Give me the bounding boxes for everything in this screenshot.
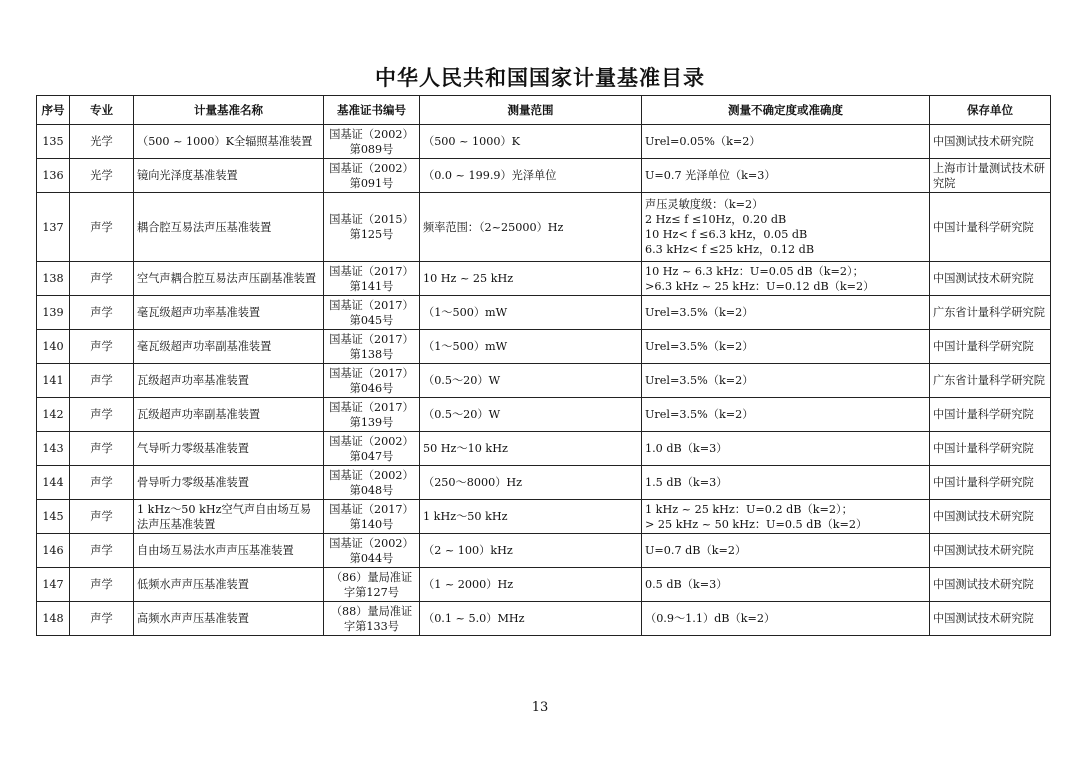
- cell-uncertainty: Urel=3.5%（k=2）: [642, 330, 930, 364]
- cell-standard-name: （500 ~ 1000）K全辐照基准装置: [134, 125, 324, 159]
- cell-serial: 142: [37, 398, 70, 432]
- cell-field: 声学: [70, 466, 134, 500]
- cell-measurement-range: （1～500）mW: [420, 330, 642, 364]
- cell-custodian: 中国测试技术研究院: [930, 568, 1051, 602]
- table-row: [37, 466, 1051, 500]
- cell-certificate-no: 国基证（2002）第044号: [324, 534, 420, 568]
- cell-certificate-no: 国基证（2002）第048号: [324, 466, 420, 500]
- cell-standard-name: 气导听力零级基准装置: [134, 432, 324, 466]
- cell-uncertainty: 0.5 dB（k=3）: [642, 568, 930, 602]
- cell-measurement-range: （0.0 ~ 199.9）光泽单位: [420, 159, 642, 193]
- cell-custodian: 中国计量科学研究院: [930, 432, 1051, 466]
- cell-field: 光学: [70, 125, 134, 159]
- table-row: [37, 159, 1051, 193]
- header-serial: 序号: [37, 96, 70, 125]
- metrology-standards-table: [36, 95, 1051, 636]
- cell-uncertainty: 1.0 dB（k=3）: [642, 432, 930, 466]
- cell-standard-name: 瓦级超声功率副基准装置: [134, 398, 324, 432]
- table-row: [37, 193, 1051, 262]
- cell-uncertainty: U=0.7 光泽单位（k=3）: [642, 159, 930, 193]
- cell-standard-name: 空气声耦合腔互易法声压副基准装置: [134, 262, 324, 296]
- cell-certificate-no: 国基证（2017）第141号: [324, 262, 420, 296]
- cell-custodian: 中国测试技术研究院: [930, 602, 1051, 636]
- cell-custodian: 中国计量科学研究院: [930, 398, 1051, 432]
- cell-uncertainty: U=0.7 dB（k=2）: [642, 534, 930, 568]
- header-measurement-range: 测量范围: [420, 96, 642, 125]
- cell-certificate-no: 国基证（2017）第140号: [324, 500, 420, 534]
- cell-uncertainty: Urel=3.5%（k=2）: [642, 296, 930, 330]
- cell-uncertainty: 声压灵敏度级：（k=2） 2 Hz≤ f ≤10Hz，0.20 dB 10 Hz< f ≤6.3 kHz，0.05 dB 6.3 kHz< f ≤25 kHz，0.12 dB: [642, 193, 930, 262]
- cell-certificate-no: 国基证（2017）第046号: [324, 364, 420, 398]
- cell-field: 声学: [70, 398, 134, 432]
- table-row: [37, 262, 1051, 296]
- table-body: [37, 125, 1051, 636]
- table-row: [37, 500, 1051, 534]
- cell-measurement-range: （250～8000）Hz: [420, 466, 642, 500]
- cell-certificate-no: 国基证（2017）第139号: [324, 398, 420, 432]
- cell-uncertainty: Urel=3.5%（k=2）: [642, 398, 930, 432]
- cell-measurement-range: 1 kHz～50 kHz: [420, 500, 642, 534]
- cell-uncertainty: Urel=0.05%（k=2）: [642, 125, 930, 159]
- page-number: 13: [531, 700, 549, 715]
- cell-standard-name: 耦合腔互易法声压基准装置: [134, 193, 324, 262]
- cell-certificate-no: （86）量局准证字第127号: [324, 568, 420, 602]
- cell-certificate-no: 国基证（2002）第089号: [324, 125, 420, 159]
- cell-measurement-range: 50 Hz～10 kHz: [420, 432, 642, 466]
- header-standard-name: 计量基准名称: [134, 96, 324, 125]
- table-row: [37, 602, 1051, 636]
- table-row: [37, 330, 1051, 364]
- cell-uncertainty: 1.5 dB（k=3）: [642, 466, 930, 500]
- table-row: [37, 568, 1051, 602]
- cell-measurement-range: 10 Hz ~ 25 kHz: [420, 262, 642, 296]
- cell-serial: 148: [37, 602, 70, 636]
- cell-standard-name: 毫瓦级超声功率基准装置: [134, 296, 324, 330]
- cell-certificate-no: 国基证（2015）第125号: [324, 193, 420, 262]
- cell-field: 声学: [70, 568, 134, 602]
- table-row: [37, 125, 1051, 159]
- cell-custodian: 广东省计量科学研究院: [930, 364, 1051, 398]
- cell-field: 声学: [70, 534, 134, 568]
- cell-uncertainty: 1 kHz ~ 25 kHz：U=0.2 dB（k=2）； > 25 kHz ~ 50 kHz：U=0.5 dB（k=2）: [642, 500, 930, 534]
- cell-custodian: 中国测试技术研究院: [930, 534, 1051, 568]
- cell-serial: 140: [37, 330, 70, 364]
- table-row: [37, 296, 1051, 330]
- table-row: [37, 398, 1051, 432]
- cell-field: 声学: [70, 364, 134, 398]
- cell-measurement-range: （1 ~ 2000）Hz: [420, 568, 642, 602]
- table-header-row: [37, 96, 1051, 125]
- cell-certificate-no: 国基证（2002）第091号: [324, 159, 420, 193]
- header-custodian: 保存单位: [930, 96, 1051, 125]
- cell-standard-name: 高频水声声压基准装置: [134, 602, 324, 636]
- cell-custodian: 中国计量科学研究院: [930, 193, 1051, 262]
- cell-standard-name: 骨导听力零级基准装置: [134, 466, 324, 500]
- page-title: 中华人民共和国国家计量基准目录: [375, 66, 705, 90]
- cell-custodian: 中国测试技术研究院: [930, 262, 1051, 296]
- cell-serial: 139: [37, 296, 70, 330]
- cell-standard-name: 1 kHz～50 kHz空气声自由场互易法声压基准装置: [134, 500, 324, 534]
- cell-serial: 146: [37, 534, 70, 568]
- cell-serial: 147: [37, 568, 70, 602]
- cell-uncertainty: Urel=3.5%（k=2）: [642, 364, 930, 398]
- cell-custodian: 广东省计量科学研究院: [930, 296, 1051, 330]
- header-uncertainty: 测量不确定度或准确度: [642, 96, 930, 125]
- cell-custodian: 中国计量科学研究院: [930, 330, 1051, 364]
- cell-serial: 137: [37, 193, 70, 262]
- cell-field: 声学: [70, 296, 134, 330]
- cell-field: 声学: [70, 500, 134, 534]
- cell-field: 声学: [70, 330, 134, 364]
- cell-field: 声学: [70, 602, 134, 636]
- cell-certificate-no: 国基证（2002）第047号: [324, 432, 420, 466]
- cell-serial: 136: [37, 159, 70, 193]
- table-row: [37, 534, 1051, 568]
- cell-uncertainty: 10 Hz ~ 6.3 kHz：U=0.05 dB（k=2）； >6.3 kHz ~ 25 kHz：U=0.12 dB（k=2）: [642, 262, 930, 296]
- cell-serial: 141: [37, 364, 70, 398]
- cell-field: 声学: [70, 432, 134, 466]
- cell-certificate-no: （88）量局准证字第133号: [324, 602, 420, 636]
- cell-standard-name: 自由场互易法水声声压基准装置: [134, 534, 324, 568]
- cell-serial: 135: [37, 125, 70, 159]
- cell-uncertainty: （0.9～1.1）dB（k=2）: [642, 602, 930, 636]
- cell-certificate-no: 国基证（2017）第045号: [324, 296, 420, 330]
- cell-measurement-range: （1～500）mW: [420, 296, 642, 330]
- cell-serial: 144: [37, 466, 70, 500]
- header-certificate-no: 基准证书编号: [324, 96, 420, 125]
- cell-standard-name: 低频水声声压基准装置: [134, 568, 324, 602]
- cell-custodian: 中国测试技术研究院: [930, 500, 1051, 534]
- cell-custodian: 中国计量科学研究院: [930, 466, 1051, 500]
- cell-standard-name: 瓦级超声功率基准装置: [134, 364, 324, 398]
- cell-measurement-range: （500 ~ 1000）K: [420, 125, 642, 159]
- cell-measurement-range: （0.5～20）W: [420, 398, 642, 432]
- header-field: 专业: [70, 96, 134, 125]
- cell-measurement-range: 频率范围：（2~25000）Hz: [420, 193, 642, 262]
- cell-custodian: 上海市计量测试技术研究院: [930, 159, 1051, 193]
- cell-field: 光学: [70, 159, 134, 193]
- cell-measurement-range: （2 ~ 100）kHz: [420, 534, 642, 568]
- cell-measurement-range: （0.5～20）W: [420, 364, 642, 398]
- cell-standard-name: 镜向光泽度基准装置: [134, 159, 324, 193]
- cell-standard-name: 毫瓦级超声功率副基准装置: [134, 330, 324, 364]
- cell-measurement-range: （0.1 ~ 5.0）MHz: [420, 602, 642, 636]
- table-row: [37, 432, 1051, 466]
- cell-certificate-no: 国基证（2017）第138号: [324, 330, 420, 364]
- cell-custodian: 中国测试技术研究院: [930, 125, 1051, 159]
- table-row: [37, 364, 1051, 398]
- cell-field: 声学: [70, 193, 134, 262]
- cell-serial: 138: [37, 262, 70, 296]
- cell-serial: 145: [37, 500, 70, 534]
- cell-field: 声学: [70, 262, 134, 296]
- cell-serial: 143: [37, 432, 70, 466]
